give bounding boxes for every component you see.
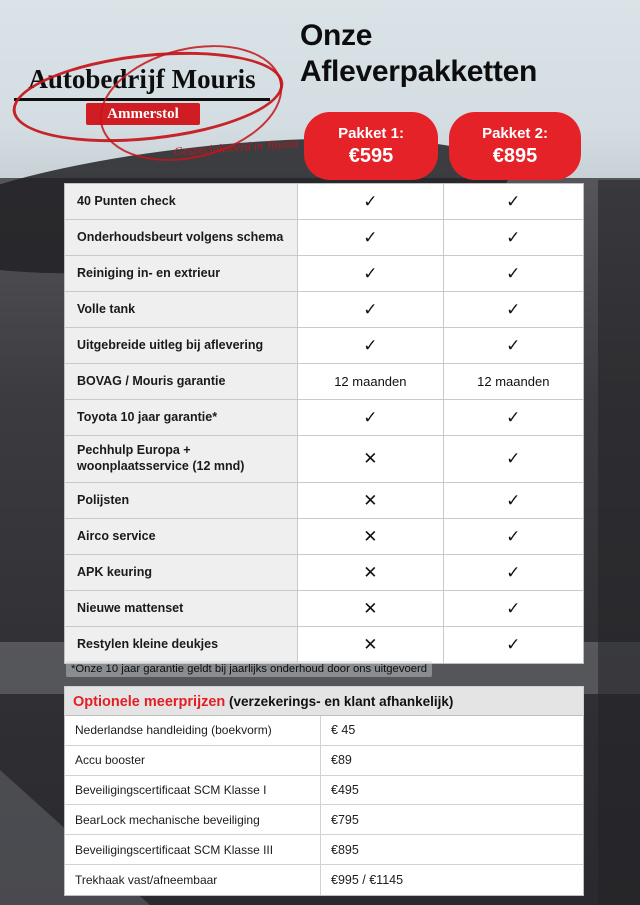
option-price: €895: [331, 842, 359, 857]
pakket2-value: ✓: [444, 436, 583, 482]
pakket1-value: ✕: [298, 519, 443, 554]
pakket2-value: ✓: [444, 400, 583, 435]
package-badge-2: [449, 112, 581, 180]
pakket1-value: ✕: [298, 436, 443, 482]
option-price: € 45: [331, 723, 356, 738]
feature-label: Volle tank: [65, 292, 298, 327]
package-badge-1: [304, 112, 438, 180]
options-table: [64, 715, 584, 896]
comparison-row: [65, 220, 583, 256]
feature-label: Reiniging in- en extrieur: [65, 256, 298, 291]
pakket1-value: ✕: [298, 483, 443, 518]
option-row: [65, 835, 583, 865]
pakket2-value: ✓: [444, 519, 583, 554]
option-label: Beveiligingscertificaat SCM Klasse III: [65, 835, 321, 864]
car-shadow-shape: [598, 180, 640, 905]
dealer-city-badge: Ammerstol: [86, 103, 200, 125]
option-row: [65, 865, 583, 895]
page-title-line2: Afleverpakketten: [300, 55, 537, 88]
pakket2-value: ✓: [444, 591, 583, 626]
comparison-row: [65, 256, 583, 292]
option-price: €89: [331, 753, 352, 768]
feature-label: Onderhoudsbeurt volgens schema: [65, 220, 298, 255]
comparison-row: [65, 627, 583, 663]
comparison-row: [65, 555, 583, 591]
feature-label: BOVAG / Mouris garantie: [65, 364, 298, 399]
option-price: €795: [331, 812, 359, 827]
feature-label: Uitgebreide uitleg bij aflevering: [65, 328, 298, 363]
comparison-row: [65, 436, 583, 483]
pakket1-value: ✓: [298, 292, 443, 327]
comparison-row: [65, 364, 583, 400]
pakket1-value: ✓: [298, 184, 443, 219]
option-label: Accu booster: [65, 746, 321, 775]
package-price: €595: [348, 144, 394, 167]
comparison-row: [65, 483, 583, 519]
option-label: Trekhaak vast/afneembaar: [65, 865, 321, 895]
feature-label: Polijsten: [65, 483, 298, 518]
feature-label: Nieuwe mattenset: [65, 591, 298, 626]
option-label: BearLock mechanische beveiliging: [65, 805, 321, 834]
pakket1-value: ✕: [298, 591, 443, 626]
feature-label: Toyota 10 jaar garantie*: [65, 400, 298, 435]
pakket2-value: ✓: [444, 328, 583, 363]
package-name: Pakket 1:: [338, 124, 404, 142]
option-row: [65, 805, 583, 835]
pakket2-value: ✓: [444, 483, 583, 518]
pakket2-value: ✓: [444, 220, 583, 255]
option-label: Beveiligingscertificaat SCM Klasse I: [65, 776, 321, 805]
feature-label: Airco service: [65, 519, 298, 554]
dealer-tagline: Gespecialiseerd in Toyota: [173, 135, 299, 159]
warranty-footnote: *Onze 10 jaar garantie geldt bij jaarlijks onderhoud door ons uitgevoerd: [66, 661, 432, 677]
pakket1-value: ✓: [298, 220, 443, 255]
feature-label: Pechhulp Europa + woonplaatsservice (12 mnd): [65, 436, 298, 482]
feature-label: 40 Punten check: [65, 184, 298, 219]
pakket2-value: ✓: [444, 627, 583, 663]
page-title-line1: Onze: [300, 19, 373, 52]
option-row: [65, 746, 583, 776]
pakket2-value: ✓: [444, 555, 583, 590]
package-price: €895: [492, 144, 538, 167]
pakket1-value: 12 maanden: [298, 364, 443, 399]
pakket1-value: ✓: [298, 256, 443, 291]
pakket2-value: 12 maanden: [444, 364, 583, 399]
comparison-row: [65, 328, 583, 364]
pakket1-value: ✓: [298, 328, 443, 363]
page-title: [300, 18, 630, 90]
package-name: Pakket 2:: [482, 124, 548, 142]
option-row: [65, 716, 583, 746]
dealer-name: Autobedrijf Mouris: [28, 64, 256, 94]
option-price: €495: [331, 782, 359, 797]
option-price: €995 / €1145: [331, 872, 404, 887]
options-heading-suffix: (verzekerings- en klant afhankelijk): [225, 694, 454, 709]
pakket1-value: ✕: [298, 627, 443, 663]
pakket1-value: ✓: [298, 400, 443, 435]
comparison-table: [64, 183, 584, 664]
comparison-row: [65, 292, 583, 328]
comparison-row: [65, 400, 583, 436]
option-label: Nederlandse handleiding (boekvorm): [65, 716, 321, 745]
option-row: [65, 776, 583, 806]
options-heading-highlight: Optionele meerprijzen: [73, 694, 226, 710]
comparison-row: [65, 519, 583, 555]
pakket2-value: ✓: [444, 256, 583, 291]
comparison-row: [65, 591, 583, 627]
feature-label: Restylen kleine deukjes: [65, 627, 298, 663]
logo-ellipse-icon: [87, 27, 294, 179]
comparison-row: [65, 184, 583, 220]
feature-label: APK keuring: [65, 555, 298, 590]
pakket1-value: ✕: [298, 555, 443, 590]
dealer-logo: [6, 28, 299, 168]
options-heading: [64, 686, 584, 715]
pakket2-value: ✓: [444, 292, 583, 327]
pakket2-value: ✓: [444, 184, 583, 219]
